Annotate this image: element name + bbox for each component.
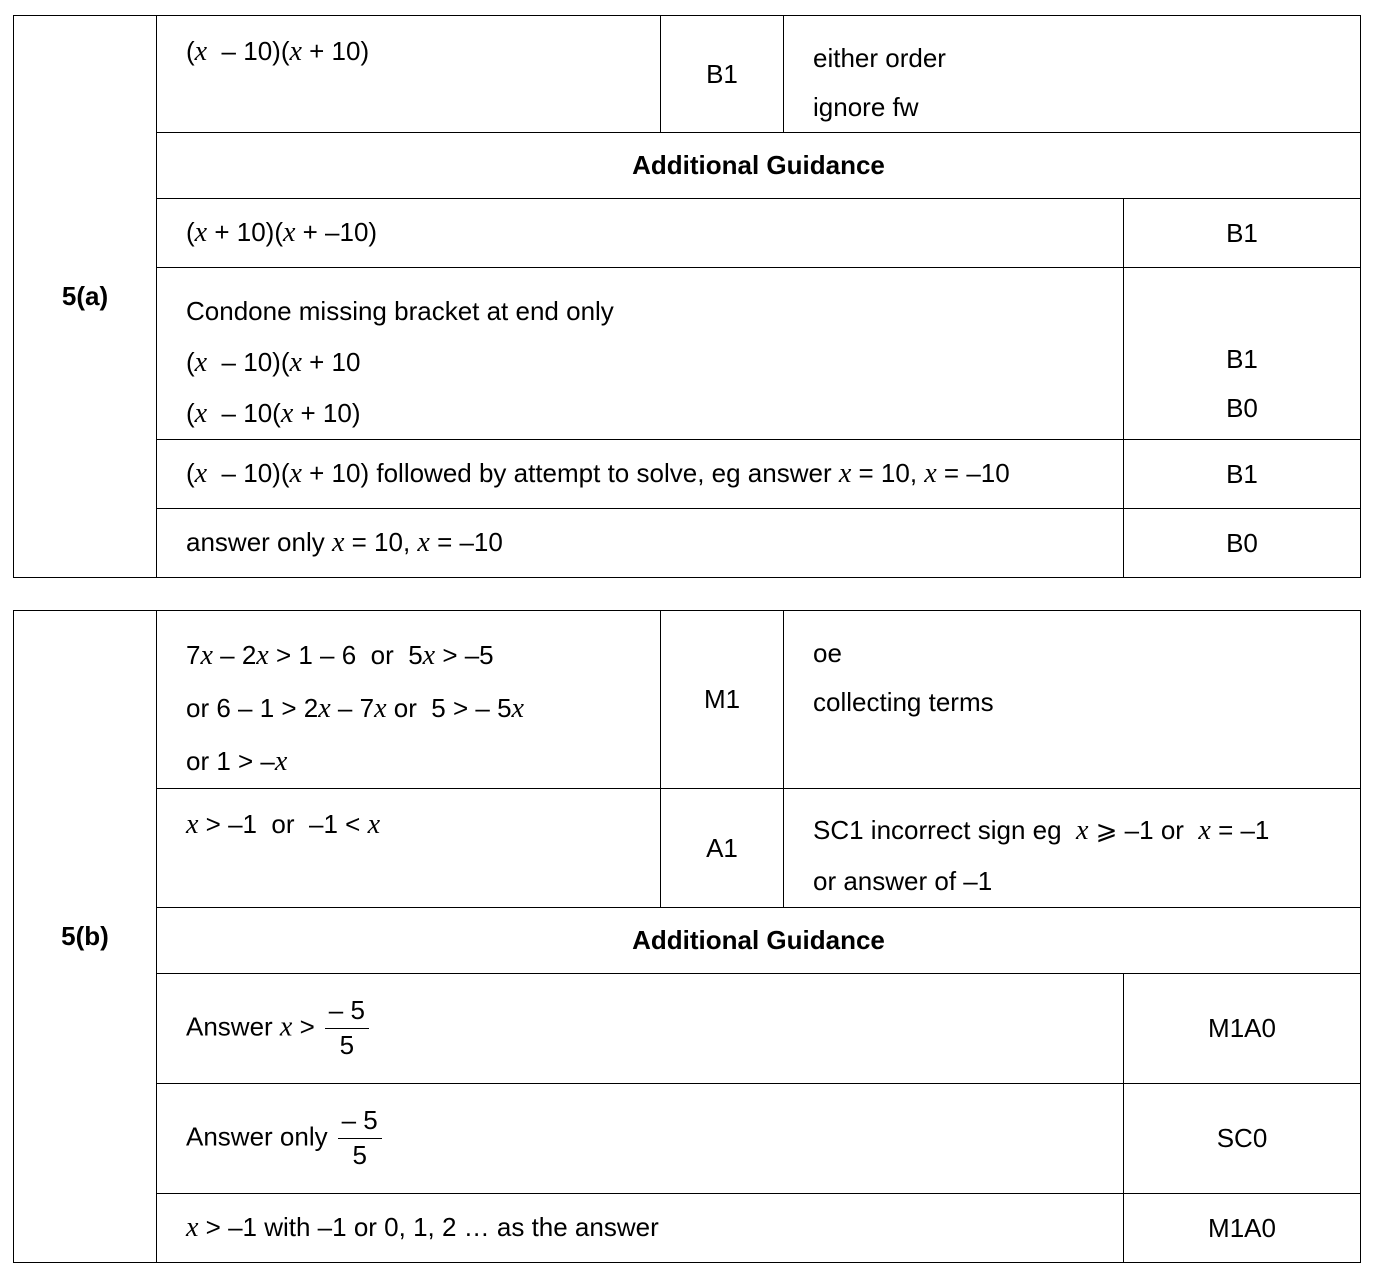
- comments-cell: either order ignore fw: [784, 16, 1361, 133]
- guidance-row: (x + 10)(x + –10): [157, 199, 1124, 268]
- answer-cell: 7x – 2x > 1 – 6 or 5x > –5 or 6 – 1 > 2x – 7x or 5 > – 5x or 1 > –x: [157, 611, 661, 789]
- mark-cell: M1: [661, 611, 784, 789]
- guidance-mark: B1: [1124, 440, 1361, 509]
- mark-cell: B1: [661, 16, 784, 133]
- additional-guidance-heading: Additional Guidance: [157, 133, 1361, 199]
- additional-guidance-heading: Additional Guidance: [157, 908, 1361, 974]
- guidance-mark: SC0: [1124, 1084, 1361, 1194]
- guidance-row: Condone missing bracket at end only (x – 10)(x + 10 (x – 10(x + 10): [157, 268, 1124, 440]
- guidance-row: answer only x = 10, x = –10: [157, 509, 1124, 578]
- answer-cell: x > –1 or –1 < x: [157, 789, 661, 908]
- question-number: 5(b): [14, 611, 157, 1263]
- guidance-row: (x – 10)(x + 10) followed by attempt to solve, eg answer x = 10, x = –10: [157, 440, 1124, 509]
- fraction: $\frac{- 5}{5}$: [338, 1106, 382, 1171]
- question-number: 5(a): [14, 16, 157, 578]
- guidance-mark: B1: [1124, 199, 1361, 268]
- answer-cell: (x – 10)(x + 10): [157, 16, 661, 133]
- mark-cell: A1: [661, 789, 784, 908]
- comments-cell: oe collecting terms: [784, 611, 1361, 789]
- mark-scheme-table-5a: [13, 15, 1361, 578]
- guidance-row: Answer x > $\frac{- 5}{5}$: [157, 974, 1124, 1084]
- guidance-row: x > –1 with –1 or 0, 1, 2 … as the answer: [157, 1194, 1124, 1263]
- mark-scheme-table-5b: [13, 610, 1361, 1263]
- guidance-mark: M1A0: [1124, 1194, 1361, 1263]
- guidance-mark: B0: [1124, 509, 1361, 578]
- fraction: $\frac{- 5}{5}$: [325, 996, 369, 1061]
- guidance-mark: B1 B0: [1124, 268, 1361, 440]
- comments-cell: SC1 incorrect sign eg x ⩾ –1 or x = –1 or answer of –1: [784, 789, 1361, 908]
- guidance-mark: M1A0: [1124, 974, 1361, 1084]
- guidance-row: Answer only $\frac{- 5}{5}$: [157, 1084, 1124, 1194]
